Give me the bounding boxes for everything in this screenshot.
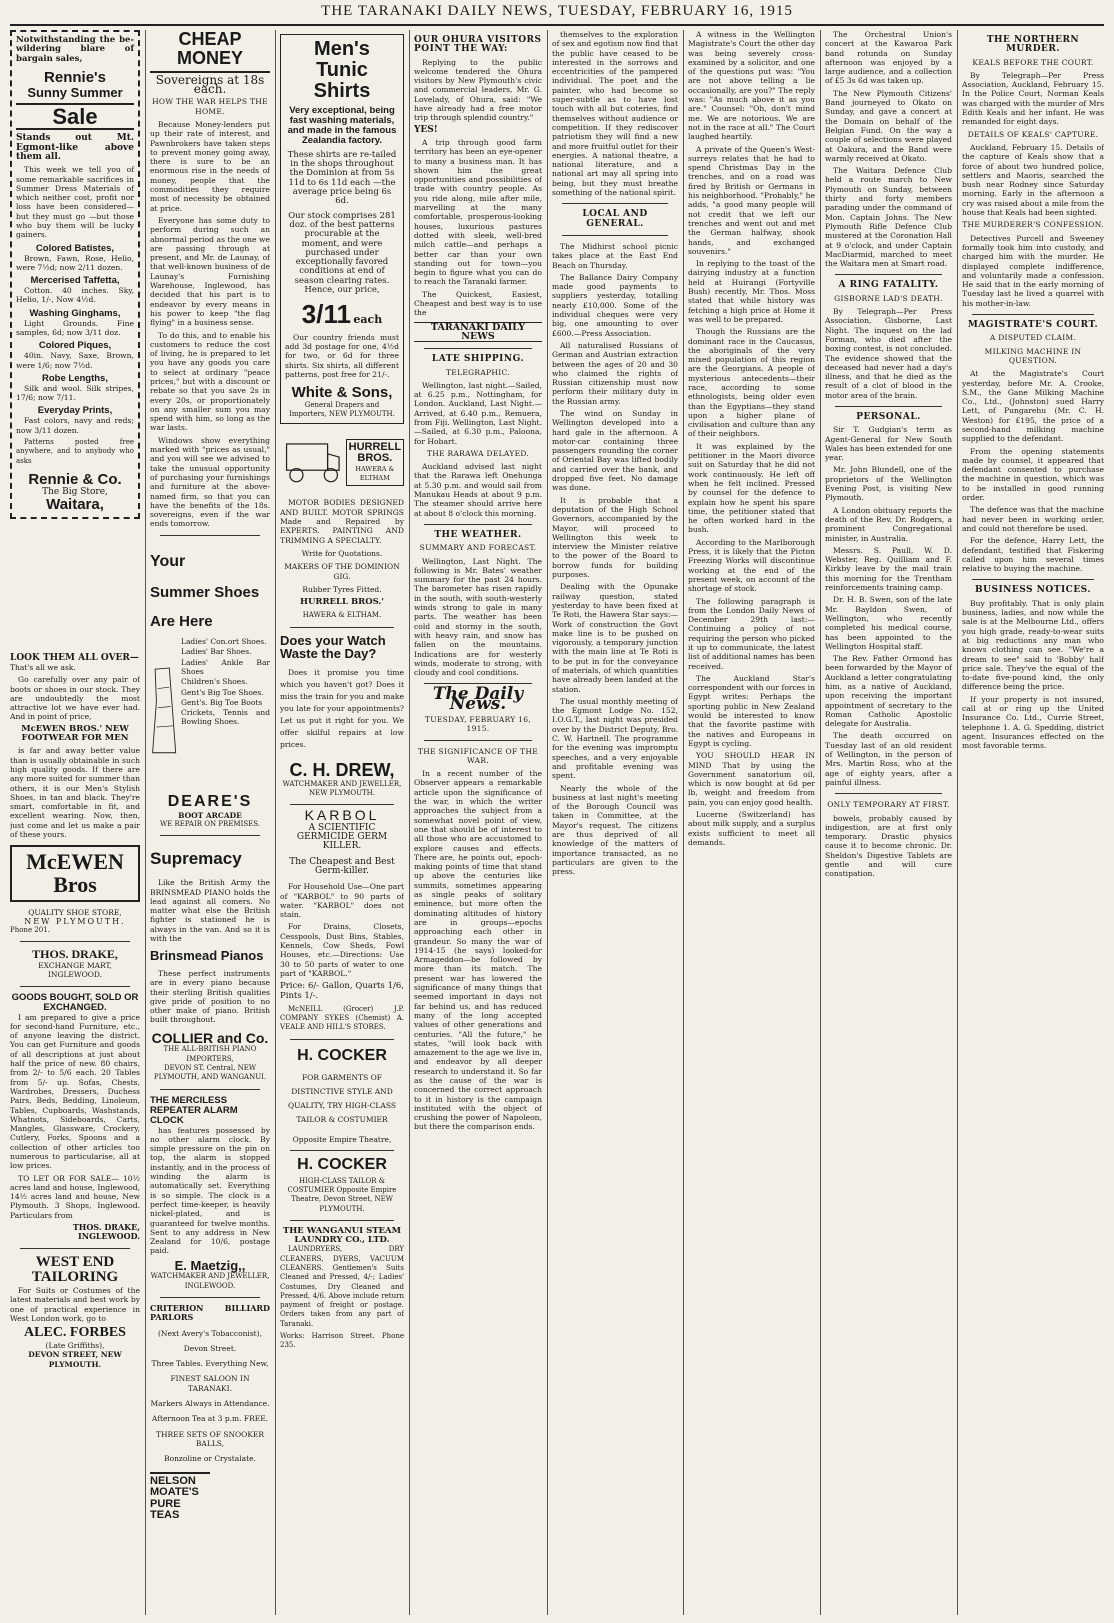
keals-heading: KEALS BEFORE THE COURT. — [972, 57, 1094, 67]
shoe-item: Ladies' Bar Shoes. — [180, 647, 252, 657]
col6-item: Though the Russians are the dominant race in the Caucasus, the aboriginals of the very mixed population of this region are the Georgians. A people of mysterious antecedents—their race, according to some ethnologists, being older even than the Egyptians—they stand upon a higher plane of civilisation and culture than any of their neighbors. — [688, 327, 815, 439]
divider — [20, 1248, 130, 1249]
rennie-stands: Stands out Mt. Egmont-like above them all. — [16, 133, 134, 162]
mcewen-body: is far and away better value than is usually obtainable in such high quality goods. If there are any more suited for summer than others, it is our Men's Stylish Shoes, in tan and black. They're smart, comfortable in fit, and excellent wearing. Now, then, just come and let us make a pair of these yours. — [10, 746, 140, 840]
column-divider — [820, 30, 821, 1615]
rennie-ad — [10, 30, 140, 519]
west-end: WEST END TAILORING — [31, 1253, 119, 1286]
divider — [972, 314, 1094, 315]
supremacy-heading: Supremacy — [150, 849, 242, 869]
karbol-price: Price: 6/- Gallon, Quarts 1/6, Pints 1/-. — [280, 981, 404, 1001]
white-sub: General Drapers and Importers, NEW PLYMOUTH. — [289, 400, 395, 419]
late-shipping: LATE SHIPPING. — [431, 354, 525, 365]
col6-item: YOU SHOULD HEAR IN MIND That by using the Government sanatorium oil, which is now bought at 6d per lb, weight and freedom from pain, you can enjoy good health. — [688, 751, 815, 807]
column-divider — [275, 30, 276, 1615]
cheap-body: To do this, and to enable his customers to reduce the cost of living, he is prepared to let you have any goods you care to select at ordinary "peace prices," but with a discount or rebate so that you save 2s in every 20s, or proportionately on any smaller sum you may spend with him, so long as the war lasts. — [150, 330, 270, 433]
tunic-price-row — [285, 301, 399, 328]
rennie-item: Colored Piques, 40in. Navy, Saxe, Brown, were 1/6; now 7½d. — [16, 340, 134, 370]
business-heading: BUSINESS NOTICES. — [975, 585, 1091, 596]
telegraphic: TELEGRAPHIC. — [446, 367, 510, 377]
col5-top: themselves to the exploration of sex and egotism now find that the public have ceased to be interested in the sorrows and eccentricities of the pampered individual. The poet and the painter, who had become so super-subtle as to have lost touch with all but coteries, find themselves without audience or competition. If they rediscover patriotism they will find a new and more fruitful outlet for their energies. A national theatre, a national literature, and a national art may all spring into being, but they must breathe something of the national spirit. — [552, 30, 678, 198]
yes-body: A trip through good farm territory has been an eye-opener to many a business man. It has shown him the great opportunities and possibilities of trade with country people. As you ride along, mile after mile, marvelling at the many comfortable, prosperous-looking houses, luxurious pastures dotted with sleek, well-bred milch cattle—and perhaps a better car than your own standing out for town—you begin to figure what you can do to reach the Taranaki farmer. — [414, 137, 542, 287]
column-divider — [547, 30, 548, 1615]
ohura-body: Replying to the public welcome tendered the Ohura visitors by New Plymouth's civic and commercial leaders, Mr. G. Lovelady, of Ohura, said: "We have already had a free motor trip through splendid country." — [414, 57, 542, 123]
shoe-item: Ladies' Ankle Bar Shoes — [180, 657, 270, 676]
tunic-very: Very exceptional, being fast washing materials, and made in the famous Zealandia factory. — [287, 105, 397, 146]
magistrate-item: At the Magistrate's Court yesterday, before Mr. A. Crooke, S.M., the Gane Milking Machine Co., Ltd., (Johnston) sued Harry Lett, of Pungarehu (Mr. C. H. Weston) for £195, the price of a second-hand milking machine supplied to the defendant. — [962, 369, 1104, 444]
local-item: The Ballance Dairy Company made good payments to suppliers yesterday, totalling nearly £10,000. Some of the individual cheques were very big, one amounting to over £600.—Press Association. — [552, 272, 678, 338]
confession-body: Detectives Purcell and Sweeney formally took him into custody, and charged him with the murder. He displayed complete indifference, and voluntarily made a confession. He said that in the early morning of Tuesday last he lived a quarrel with his mother-in-law. — [962, 233, 1104, 308]
rennie-item: Washing Ginghams, Light Grounds. Fine samples, 6d; now 3/11 doz. — [16, 307, 134, 338]
yes-heading: YES! — [414, 124, 438, 135]
summer-shoes-heading: Summer Shoes — [150, 583, 260, 601]
deare-sub: BOOT ARCADE — [178, 810, 242, 820]
rennie-item: Everyday Prints, Fast colors, navy and reds; now 3/11 dozen. — [16, 405, 134, 435]
col7-item: The New Plymouth Citizens' Band journeyed to Okato on Sunday, and gave a concert at the Domain on behalf of the Belgian Fund. On the way a couple of selections were played at Oakura, and the Band were warmly received at Okato. — [825, 88, 952, 163]
weather-body: Wellington, Last Night. The following is Mr. Bates' weather summary for the past 24 hours. The barometer has risen rapidly in the south, with south-westerly winds strong to gale in many parts. The weather has been cold and stormy in the south, with heavy rain, and snow has fallen on the mountains. Indications are for westerly winds, moderate to strong, with cloudy and cool conditions. — [414, 556, 542, 678]
watch-heading: Does your Watch Waste the Day? — [280, 632, 386, 662]
hurrell2: HURRELL BROS.' — [299, 597, 384, 608]
northern-heading: THE NORTHERN MURDER. — [986, 35, 1080, 55]
shipping-body: Wellington, last night.—Sailed, at 6.25 p.m., Nottingham, for London. Auckland, Last Night.—Arrived, at 6.40 p.m., Remuera, from Fiji. Wellington, Last Night.—Sailed, at 6.30 p.m., Paloona, for Hobart. — [414, 380, 542, 446]
divider — [290, 1039, 394, 1040]
mcewen-footwear: McEWEN BROS.' NEW FOOTWEAR FOR MEN — [21, 723, 129, 744]
masthead: THE TARANAKI DAILY NEWS, TUESDAY, FEBRUARY 16, 1915 — [321, 3, 793, 19]
supremacy-body: Like the British Army the BRINSMEAD PIANO holds the lead against all comers. No matter what else the British fighter is stationed he is always in the van. And so it is with the — [150, 878, 270, 944]
column-1 — [10, 30, 140, 1615]
karbol-household: For Household Use—One part of "KARBOL" to 90 parts of water. "KARBOL" does not stain. — [280, 882, 404, 920]
divider — [562, 203, 668, 204]
maetzig-sub: WATCHMAKER AND JEWELLER, INGLEWOOD. — [150, 1272, 270, 1290]
rennie-intro: Notwithstanding the be-wildering blare of bargain sales, — [16, 35, 134, 64]
rennie-waitara: Waitara, — [46, 495, 104, 513]
tunic-shirts-ad — [280, 34, 404, 424]
collier-addr: DEVON ST. Central, NEW PLYMOUTH, AND WANGANUI. — [153, 1064, 267, 1082]
masthead-rule — [10, 24, 1104, 26]
karbol-heading: KARBOL — [304, 807, 380, 824]
weather-summary: SUMMARY AND FORECAST. — [419, 543, 537, 553]
daily-news-title: The Daily News. — [432, 684, 524, 714]
look-heading: LOOK THEM ALL OVER— — [10, 652, 139, 663]
col7-item: The Orchestral Union's concert at the Kawaroa Park band rotunda on Sunday afternoon was enjoyed by a large audience, and a collection of £5 3s 6d was taken up. — [825, 30, 952, 86]
significance-heading: THE SIGNIFICANCE OF THE WAR. — [417, 746, 539, 765]
rennie-item: Mercerised Taffetta, Cotton. 40 inches. Sky, Helio, 1/-, Now 4½d. — [16, 275, 134, 305]
merciless-heading: THE MERCILESS REPEATER ALARM CLOCK — [150, 1094, 238, 1126]
drew-name: C. H. DREW, — [289, 760, 395, 780]
details-body: Auckland, February 15. Details of the capture of Keals show that a force of about two hundred police, settlers and Maoris, searched the bush near Rodney since Saturday morning. Early in the afternoon a cry was raised about a mile from the house that Keals had been sighted. — [962, 142, 1104, 218]
rennie-co: Rennie & Co. — [28, 470, 122, 488]
personal-item: Messrs. S. Paull, W. D. Webster, Reg. Quilliam and F. Kirkby leave by the mail train this morning for the Trentham reinforcements training camp. — [825, 545, 952, 593]
hurrell-sub: HAWERA & ELTHAM — [355, 464, 395, 482]
criterion-tea: Afternoon Tea at 3 p.m. FREE. — [151, 1414, 269, 1424]
col6-item: The Auckland Star's correspondent with our forces in Egypt writes: Perhaps the sporting public in New Zealand would be interested to know that the favorite pastime with the natives and Europeans in Egypt is cycling. — [688, 673, 815, 748]
tdn-name: TARANAKI DAILY NEWS — [414, 322, 542, 343]
divider — [835, 274, 942, 275]
drew-sub: WATCHMAKER AND JEWELLER, NEW PLYMOUTH. — [282, 779, 402, 798]
divider — [835, 793, 942, 794]
column-4 — [414, 30, 542, 1615]
temporary-body: bowels, probably caused by indigestion, are at first only temporary. Drastic physics cause it to become chronic. Dr. Sheldon's Digestive Tablets are gentle and will cure constipation. — [825, 813, 952, 879]
divider — [160, 835, 260, 836]
local-general: LOCAL AND GENERAL. — [582, 209, 648, 229]
shirts-heading: Shirts — [313, 80, 371, 102]
nelson-moate: NELSON MOATE'S PURE TEAS — [150, 1472, 210, 1522]
divider — [290, 804, 394, 805]
criterion-snooker: THREE SETS OF SNOOKER BALLS, — [155, 1429, 265, 1448]
criterion-finest: FINEST SALOON IN TARANAKI. — [170, 1374, 250, 1393]
magistrate-item: For the defence, Harry Lett, the defendant, testified that Fiskering called upon him several times relative to buying the machine. — [962, 536, 1104, 574]
cocker2-name: H. COCKER — [297, 1155, 387, 1173]
war-helps: HOW THE WAR HELPS THE HOME. — [152, 97, 268, 116]
personal-item: Dr. H. B. Swen, son of the late Mr. Bayldon Swen, of Wellington, who recently completed his medical course, has been appointed to the Wellington Hospital staff. — [825, 595, 952, 651]
goods-body: I am prepared to give a price for second-hand Furniture, etc., of anyone leaving the district. You can get Furniture and goods of all descriptions at just about half the price of new. 80 chairs, from 2/- to 5/6 each. 20 Tables from 5/- up. Sofas, Chests, Wardrobes, Dressers, Duchess Pairs, Beds, Bedding, Linoleum, Tables, Cupboards, Washstands, Whatnots, Sideboards, Carts, Mangles, Glassware, Crockery, Cutlery, Forks, Spoons and a collection of other articles too numerous to particularise, all at low prices. — [10, 1012, 140, 1171]
divider — [20, 986, 130, 987]
rennie-big-store: The Big Store, — [42, 486, 108, 497]
drake-name: THOS. DRAKE, — [32, 947, 118, 962]
tunic-retailed: These shirts are re-tailed in the shops throughout the Dominion at from 5s 11d to 6s 11d each —the average price being 6s 6d. — [287, 149, 397, 207]
editorial-date: TUESDAY, FEBRUARY 16, 1915. — [424, 715, 532, 734]
mcewen-bros-logo: McEWEN Bros — [10, 845, 140, 901]
cheap-money: CHEAP MONEY — [150, 30, 270, 73]
col6-item: According to the Marlborough Press, it is likely that the Picton Freezing Works will discontinue working at the end of the present week, on account of the shortage of stock. — [688, 537, 815, 594]
tunic-stock: Our stock comprises 281 doz. of the best patterns procurable at the moment, and were purchased under exceptionally favored conditions at end of season clearing rates. Hence, our price, — [288, 210, 396, 296]
col6-item: It was explained by the petitioner in the Maori divorce suit on Saturday that he did not work continuously. He left off when he felt inclined. Pressed by counsel for the defence to explain how he spent his spare time, the petitioner stated that he often worked hard in the bush. — [688, 441, 815, 535]
weather-heading: THE WEATHER. — [434, 529, 522, 540]
criterion-heading: CRITERION BILLIARD PARLORS — [150, 1302, 270, 1323]
criterion-tables: Three Tables. Everything New, — [151, 1359, 269, 1369]
rennie-sunny: Sunny Summer — [27, 84, 123, 100]
mcewen-np: NEW PLYMOUTH. — [24, 916, 126, 926]
hurrell-motor: MOTOR BODIES DESIGNED AND BUILT. MOTOR SPRINGS Made and Repaired by EXPERTS. PAINTING AND TRIMMING A SPECIALTY. — [280, 498, 404, 545]
local-item: The wind on Sunday in Wellington developed into a hard gale in the afternoon. A motor-car containing three passengers rounding the corner of Oriental Bay was lifted bodily and carried over the bank, and dropped five feet. No damage was done. — [552, 408, 678, 493]
merciless-body: has features possessed by no other alarm clock. By simple pressure on the pin on top, the alarm is stopped instantly, and in the process of winding the alarm is automatically set. Everything is so simple. The clock is a perfect time-keeper, is heavily nickel-plated, and is guaranteed for twelve months. Sent to any address in New Zealand for 10/6, postage paid. — [150, 1125, 270, 1256]
tunic-price-each: each — [353, 313, 383, 327]
brinsmead-body: These perfect instruments are in every piano because their sterling British qualities give pride of position to no other make of piano. British built throughout. — [150, 968, 270, 1025]
column-2 — [150, 30, 270, 1615]
divider — [972, 579, 1094, 580]
divider — [160, 1297, 260, 1298]
divider — [160, 1089, 260, 1090]
personal-heading: PERSONAL. — [856, 411, 921, 422]
rennie-stands-body: This week we tell you of some remarkable sacrifices in Summer Dress Materials of which neither cost, profit nor loss have been considered—but they must go —but those who buy them will be lucky gainers. — [16, 165, 134, 240]
business-body: Buy profitably. That is only plain business, ladies, and now while the sale is at the Melbourne Ltd., offers you high grade, ready-to-wear suits at big reductions any man who knows clothing can see. "We're a dream to see" said to 'Bobby' half price sale. They've the equal of the to-date five-pound kind, the only difference being the price. — [962, 598, 1104, 692]
quickest: The Quickest, Easiest, Cheapest and best way is to use the — [414, 289, 542, 318]
divider — [160, 535, 260, 536]
mens-heading: Men's — [314, 38, 370, 60]
significance-body: In a recent number of the Observer appears a remarkable article upon the significance of the war, in which the writer approaches the subject from a somewhat novel point of view, one that should be of interest to all those who are accustomed to explore causes and effects. There are, he points out, epoch-making points of time that stand up above the centuries like summits, sometimes appearing as single peaks of solitary eminence, but more often the dominating altitudes of history are in groups—epochs approaching each other in grandeur. So many the war of 1914-15 (he says) looked-for Armageddon—be followed by more than its match. The present war has lowered the significance of many things that seemed important in days not far behind us, and has reduced many of the long accepted values of other generations and centuries. "All the future," he states, "will look back with amazement to the age we live in, and endeavor by all deeper research to understand it. So far as the cause of the war is concerned the correct approach to it in history is the campaign instituted with the object of crushing the power of Napoleon, but there the comparison ends. — [414, 769, 542, 1132]
temporary-heading: ONLY TEMPORARY AT FIRST. — [827, 800, 950, 810]
cocker-opp: Opposite Empire Theatre, — [292, 1134, 392, 1144]
shoe-illustration-icon — [150, 636, 177, 786]
tunic-price: 3/11 — [301, 299, 351, 330]
white-sons: White & Sons, — [291, 384, 393, 402]
tunic-heading: Tunic — [316, 59, 368, 81]
rennie-item: Robe Lengths, Silk and wool. Silk stripes, 17/6; now 7/11. — [16, 372, 134, 403]
karbol-sub: A SCIENTIFIC GERMICIDE GERM KILLER. — [296, 822, 388, 852]
personal-item: The death occurred on Tuesday last of an old resident of Wellington, in the person of Mrs. Martin Ross, who at the age of eighty years, after a painful illness. — [825, 731, 952, 787]
column-5 — [552, 30, 678, 1615]
maetzig-name: E. Maetzig,, — [174, 1257, 246, 1273]
keals-body: By Telegraph—Per Press Association, Auckland, February 15. In the Police Court, Norman Keals was charged with the murder of Mrs Edith Keals and her infant. He was remanded for eight days. — [962, 70, 1104, 127]
shoe-item: Gent's Big Toe Shoes. — [180, 687, 264, 697]
col6-top: A witness in the Wellington Magistrate's Court the other day was being severely cross-examined by a solicitor, and one of the questions put was: "You are not above telling a lie occasionally, are you?" The reply was: "As much above it as you are." Counsel: "Oh, don't mind me. We are notorious. We are not in the race at all." The Court laughed heartily. — [688, 30, 815, 142]
deare-logo: DEARE'S — [167, 793, 253, 811]
pattern-note: Patterns posted free anywhere, and to anybody who asks — [16, 438, 134, 465]
rarawa-body: Auckland advised last night that the Rarawa left Onehunga at 5.30 p.m. and would sail from Manukau Heads at about 9 p.m. The steamer should arrive here at about 8 o'clock this morning. — [414, 462, 542, 518]
criterion-sub: (Next Avery's Tobacconist), — [158, 1328, 262, 1338]
hurrell-makers: MAKERS OF THE DOMINION GIG. — [284, 562, 400, 581]
milking-heading: MILKING MACHINE IN QUESTION. — [984, 346, 1082, 365]
karbol-cheapest: The Cheapest and Best Germ-killer. — [289, 856, 395, 876]
personal-item: A London obituary reports the death of the Rev. Dr. Rodgers, a prominent Congregational minister, in Australia. — [825, 505, 952, 543]
column-divider — [145, 30, 146, 1615]
details-heading: DETAILS OF KEALS' CAPTURE. — [967, 129, 1099, 139]
forbes-addr: DEVON STREET, NEW PLYMOUTH. — [28, 1350, 122, 1369]
local-item: Nearly the whole of the business at last night's meeting of the Borough Council was taken in Committee, at the Mayor's request. The citizens are thus deprived of all knowledge of the matters of importance transacted, as no particulars are given to the press. — [552, 783, 678, 877]
forbes-sub: (Late Griffiths), — [45, 1341, 105, 1351]
divider — [424, 524, 532, 525]
drake-addr: EXCHANGE MART, INGLEWOOD. — [38, 961, 112, 980]
col6-item: The following paragraph is from the London Daily News of December 29th last:—Continuing a policy of not requiring the person who picked it up to communicate, the latest list of additional names has been received. — [688, 596, 815, 671]
divider — [562, 235, 668, 236]
tunic-country: Our country friends must add 3d postage for one, 4½d for two, or 6d for three shirts. Six shirts, all different patterns, post free for 21/-. — [285, 332, 399, 379]
column-divider — [409, 30, 410, 1615]
magistrate-heading: MAGISTRATE'S COURT. — [967, 320, 1099, 331]
cocker-name: H. COCKER — [297, 1046, 387, 1064]
look-body: Go carefully over any pair of boots or shoes in our stock. They are undoubtedly the most attractive lot we have ever had. And in point of price, — [10, 675, 140, 722]
wanganui-body: LAUNDRYERS, DRY CLEANERS, DYERS, VACUUM CLEANERS. Gentlemen's Suits Cleaned and Pressed, 4/-; Ladies' Costumes, Dry Cleaned and Pressed, 4/6. Above include return payment of freight or postage. Orders taken from any part of Taranaki. — [280, 1245, 404, 1328]
hurrell-rubber: Rubber Tyres Fitted. — [302, 584, 382, 594]
rennie-item: Colored Batistes, Brown, Fawn, Rose, Helio, were 7½d; now 2/11 dozen. — [16, 242, 134, 272]
local-item: All naturalised Russians of German and Austrian extraction between the ages of 20 and 30 who claimed the rights of Russian citizenship must now perform their military duty in the Russian army. — [552, 340, 678, 406]
cheap-body: Windows show everything marked with "prices as usual," and you will see we advised to take the unusual opportunity of purchasing your furnishings and furniture at the above-named firm, so that you can have the benefits of the 18s. sovereigns, even if the war ends tomorrow. — [150, 435, 270, 529]
collier-name: COLLIER and Co. — [151, 1029, 269, 1046]
divider — [290, 1150, 394, 1151]
criterion-markers: Markers Always in Attendance. — [150, 1399, 270, 1409]
local-item: The usual monthly meeting of the Egmont Lodge No. 152, I.O.G.T., last night was presided over by the District Deputy, Bro. C. W. Hartnell. The programme for the evening was impromptu speeches, and a very enjoyable and profitable evening was spent. — [552, 696, 678, 781]
shoe-item: Crickets, Tennis and Bowling Shoes. — [180, 708, 270, 727]
personal-item: Mr. John Blundell, one of the proprietors of the Wellington Evening Post, is visiting New Plymouth. — [825, 465, 952, 503]
ring-body: By Telegraph—Per Press Association, Gisborne, Last Night. The inquest on the lad Forman, who died after the boxing contest, is not concluded. The evidence showed that the deceased had never had a day's illness, and that he died as the result of a clot of blood in the motor area of the brain. — [825, 307, 952, 400]
column-divider — [957, 30, 958, 1615]
personal-item: Sir T. Gudgian's term as Agent-General for New South Wales has been extended for one year. — [825, 425, 952, 463]
collier-sub: THE ALL-BRITISH PIANO IMPORTERS, — [163, 1045, 257, 1063]
col6-item: A private of the Queen's West-surreys relates that he had to spend Christmas Day in the trenches, and on a road was fired by British or Germans in his neighborhood. "Probably," he adds, "a good many people will not credit that we left our trenches and went out and met the German halfway, shook hands, and exchanged souvenirs." — [688, 144, 815, 256]
waitara-body: The Waitara Defence Club held a route march to New Plymouth on Sunday, between thirty and forty members parading under the command of Mon. Captain Johns. The New Plymouth Rifle Defence Club mustered at the Coronation Hall at 9 o'clock, and under Captain MacDiarmid, marched to meet the Waitara men at Smart road. — [825, 166, 952, 269]
disputed-heading: A DISPUTED CLAIM. — [989, 333, 1077, 343]
watch-body: Does it promise you time which you haven't got? Does it miss the train for you and make you late for your appointments? Let us put it right for you. We offer skilful repairs at low prices. — [280, 668, 404, 749]
hurrell-write: Write for Quotations. — [301, 548, 383, 558]
wanganui-heading: THE WANGANUI STEAM LAUNDRY CO., LTD. — [282, 1225, 402, 1246]
karbol-agents: McNEILL (Grocer) J.P. COMPANY SYKES (Chemist) A. VEALE AND HILL'S STORES. — [280, 1004, 404, 1032]
cheap-body: Because Money-lenders put up their rate of interest, and Pawnbrokers have taken steps to prevent money going away, there is sure to be an enormous rise in the needs of money, people that the commodities they require most of necessity be obtained at price. — [150, 119, 270, 213]
brinsmead-heading: Brinsmead Pianos — [150, 948, 264, 964]
criterion-bonzoline: Bonzoline or Crystalate. — [164, 1454, 256, 1464]
column-7 — [825, 30, 952, 1615]
ring-heading: A RING FATALITY. — [838, 280, 939, 291]
your-heading: Your — [150, 552, 186, 570]
to-let: TO LET OR FOR SALE— 10½ acres land and house, Inglewood, 14½ acres land and house, New Plymouth. 3 Shops, Inglewood. Particulars from — [10, 1173, 140, 1220]
cocker-body: FOR GARMENTS OF DISTINCTIVE STYLE AND QUALITY, TRY HIGH-CLASS TAILOR & COSTUMIER — [288, 1072, 396, 1124]
hurrell2-sub: HAWERA & ELTHAM. — [302, 611, 382, 620]
local-item: The Midhirst school picnic takes place at the East End Beach on Thursday. — [552, 241, 678, 270]
ohura-heading: OUR OHURA VISITORS POINT THE WAY: — [414, 35, 542, 55]
business-body-2: If your property is not insured, call at or ring up the United Insurance Co. Ltd., Currie Street, telephone 1. A. G. Spedding, district agent. Insurances effected on the most favorable terms. — [962, 694, 1104, 751]
hurrell-ad — [280, 432, 404, 492]
divider — [290, 1220, 394, 1221]
sovereigns: Sovereigns at 18s each. — [155, 72, 265, 97]
shoe-item: Children's Shoes. — [180, 677, 248, 687]
rarawa-heading: THE RARAWA DELAYED. — [426, 448, 530, 458]
ring-sub: GISBORNE LAD'S DEATH. — [834, 293, 943, 303]
local-item: Dealing with the Opunake railway question, stated yesterday to have been fixed at Te Roti, the Hawera Star says:—Work of construction the Govt make line is to be pushed on vigorously, a temporary junction with the main line at Te Roti is to be put in for the conveyance of materials, of which quantities have already been landed at the station. — [552, 582, 678, 694]
motor-van-icon — [280, 432, 346, 492]
spacer — [10, 519, 140, 654]
shoe-item: Gent's. Big Toe Boots — [180, 697, 263, 707]
column-8 — [962, 30, 1104, 1615]
hurrell-logo: HURRELL BROS. — [348, 440, 402, 465]
mcewen-phone: Phone 201. — [10, 926, 50, 935]
forbes-name: ALEC. FORBES — [24, 1325, 126, 1341]
criterion-devon: Devon Street. — [183, 1343, 237, 1353]
divider — [20, 941, 130, 942]
column-divider — [683, 30, 684, 1615]
divider — [424, 348, 532, 349]
are-here-heading: Are Here — [150, 613, 213, 631]
goods-heading: GOODS BOUGHT, SOLD OR EXCHANGED. — [11, 991, 139, 1013]
col6-item: Lucerne (Switzerland) has about milk supply, and a surplus exists sufficient to meet all demands. — [688, 810, 815, 847]
cocker2-body: HIGH-CLASS TAILOR & COSTUMIER Opposite Empire Theatre, Devon Street, NEW PLYMOUTH. — [287, 1176, 397, 1213]
shoe-section — [150, 636, 270, 786]
deare-sub2: WE REPAIR ON PREMISES. — [159, 820, 261, 829]
divider — [290, 627, 394, 628]
shoe-item: Ladies' Con.ort Shoes. — [180, 637, 267, 647]
magistrate-item: From the opening statements made by counsel, it appeared that defendant consented to purchase the machine in question, which was to be installed in good running order. — [962, 446, 1104, 503]
west-body: For Suits or Costumes of the latest materials and best work by one of practical experience in West London work, go to — [10, 1286, 140, 1324]
confession-heading: THE MURDERER'S CONFESSION. — [962, 220, 1104, 230]
drake-sig: THOS. DRAKE, INGLEWOOD. — [72, 1222, 140, 1242]
rennie-sale: Sale — [16, 103, 134, 130]
karbol-drains: For Drains, Closets, Cesspools, Dust Bins, Stables, Kennels, Cow Sheds, Fowl Houses, etc.—Directions: Use 30 to 50 parts of water to one part of "KARBOL." — [280, 922, 404, 978]
column-6 — [688, 30, 815, 1615]
cheap-body: Everyone has some duty to perform during such an abnormal period as the one we are passing through at present, and Mr. de Launay, of that well-known business of de Launay's Furnishing Warehouse, Inglewood, has decided that his part is to endeavor by every means in his power to keep "the flag flying" in a business sense. — [150, 215, 270, 328]
wanganui-works: Works: Harrison Street. Phone 235. — [280, 1332, 404, 1350]
col6-item: In replying to the toast of the dairying industry at a function held at Huirangi (Fortyville Bush) recently, Mr. Thos. Moss stated that while history was fetching a high price at Home it was well to be prepared. — [688, 259, 815, 324]
divider — [835, 406, 942, 407]
divider — [424, 740, 532, 741]
personal-item: The Rev. Father Ormond has been forwarded by the Mayor of Auckland a letter congratulating him, as a native of Auckland, upon receiving the important appointment of secretary to the Roman Catholic Apostolic delegate for Australia. — [825, 654, 952, 729]
magistrate-item: The defence was that the machine had never been in working order, and could not therefore be used. — [962, 505, 1104, 533]
column-3 — [280, 30, 404, 1615]
local-item: It is probable that a deputation of the High School Governors, accompanied by the Mayor, will proceed to Wellington this week to interview the Minister relative to the power of the Board to borrow funds for building purposes. — [552, 495, 678, 580]
rennie-name: Rennie's — [44, 68, 106, 86]
look-sub: That's all we ask. — [10, 663, 76, 672]
mcewen-quality: QUALITY SHOE STORE, — [28, 907, 122, 917]
